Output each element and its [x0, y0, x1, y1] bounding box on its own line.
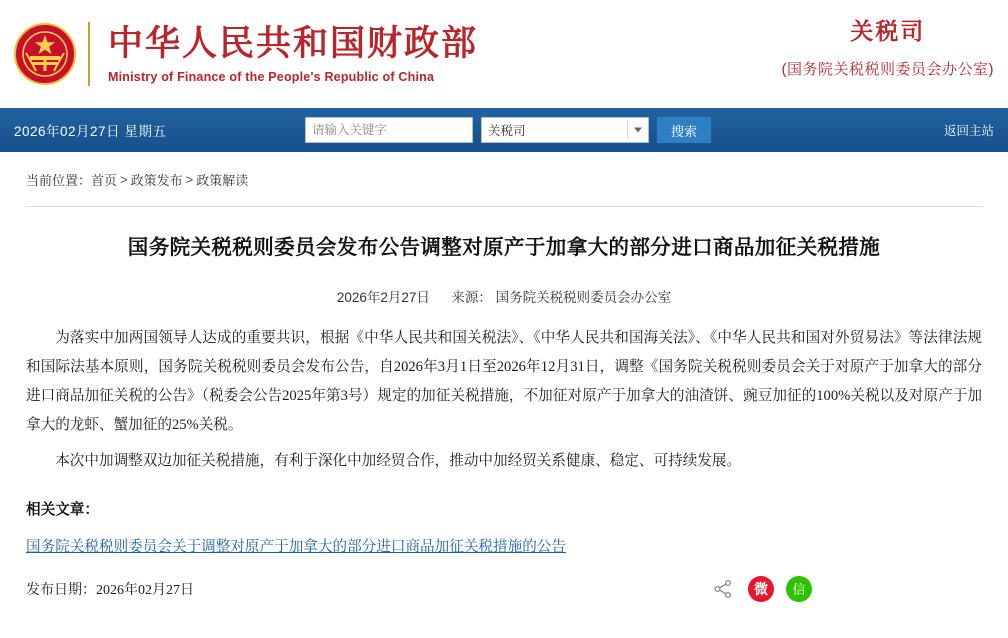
- search-input[interactable]: [305, 117, 473, 143]
- breadcrumb-item-home[interactable]: 首页: [91, 172, 118, 188]
- header-divider: [88, 22, 90, 86]
- search-button[interactable]: 搜索: [657, 117, 711, 143]
- article-date: 2026年2月27日: [336, 289, 430, 305]
- site-title-en: Ministry of Finance of the People's Republic of China: [108, 70, 435, 85]
- publish-date-label: 发布日期：: [26, 582, 96, 598]
- weibo-icon[interactable]: 微: [748, 576, 774, 602]
- chevron-down-icon: [634, 128, 642, 133]
- department-block: [782, 18, 995, 79]
- publish-date: [26, 579, 194, 599]
- article-footer: [26, 576, 982, 602]
- site-title-cn: 中华人民共和国财政部: [108, 23, 479, 63]
- article-source-label: 来源：: [451, 289, 492, 305]
- related-article-link[interactable]: 国务院关税税则委员会关于调整对原产于加拿大的部分进口商品加征关税措施的公告: [26, 538, 566, 555]
- site-titles: [108, 24, 478, 84]
- share-bar: [710, 576, 982, 602]
- share-nodes-icon[interactable]: [710, 576, 736, 602]
- page-title: 国务院关税税则委员会发布公告调整对原产于加拿大的部分进口商品加征关税措施: [127, 237, 881, 259]
- nav-search-bar: [0, 108, 1008, 152]
- breadcrumb-prefix: 当前位置：: [26, 172, 92, 188]
- breadcrumb-separator-2: >: [185, 171, 194, 187]
- current-date: 2026年02月27日 星期五: [14, 124, 167, 139]
- breadcrumb: [0, 152, 1008, 206]
- publish-date-value: 2026年02月27日: [96, 582, 194, 598]
- article-meta: [26, 286, 982, 306]
- search-category-value: 关税司: [488, 124, 526, 138]
- search-group: [305, 108, 711, 152]
- article-source: 国务院关税税则委员会办公室: [495, 289, 672, 305]
- department-subtitle: (国务院关税税则委员会办公室): [781, 60, 994, 78]
- article-paragraph-2: 本次中加调整双边加征关税措施，有利于深化中加经贸合作，推动中加经贸关系健康、稳定、可持续发展。: [55, 452, 742, 469]
- back-to-main-site-link[interactable]: 返回主站: [943, 124, 994, 138]
- article-container: [26, 206, 982, 602]
- site-header: [0, 0, 1008, 108]
- breadcrumb-separator-1: >: [120, 171, 128, 187]
- china-national-emblem-icon: [14, 23, 76, 85]
- search-category-select[interactable]: [481, 117, 649, 143]
- article-body: [26, 324, 982, 476]
- breadcrumb-item-policy-interpretation[interactable]: 政策解读: [196, 172, 249, 188]
- wechat-icon[interactable]: 信: [786, 576, 812, 602]
- breadcrumb-item-policy-release[interactable]: 政策发布: [130, 172, 183, 188]
- related-articles-label: 相关文章：: [26, 501, 99, 518]
- article-paragraph-1: 为落实中加两国领导人达成的重要共识，根据《中华人民共和国关税法》、《中华人民共和国海关法》、《中华人民共和国对外贸易法》等法律法规和国际法基本原则，国务院关税税则委员会发布公告，自2026年3月1日至2026年12月31日，调整《国务院关税税则委员会关于对原产于加拿大的部分进口商品加征关税的公告》（税委会公告2025年第3号）规定的加征关税措施，不加征对原产于加拿大的油渣饼、豌豆加征的100%关税以及对原产于加拿大的龙虾、蟹加征的25%关税。: [26, 329, 982, 434]
- select-separator: [627, 121, 628, 139]
- department-name: 关税司: [850, 18, 926, 44]
